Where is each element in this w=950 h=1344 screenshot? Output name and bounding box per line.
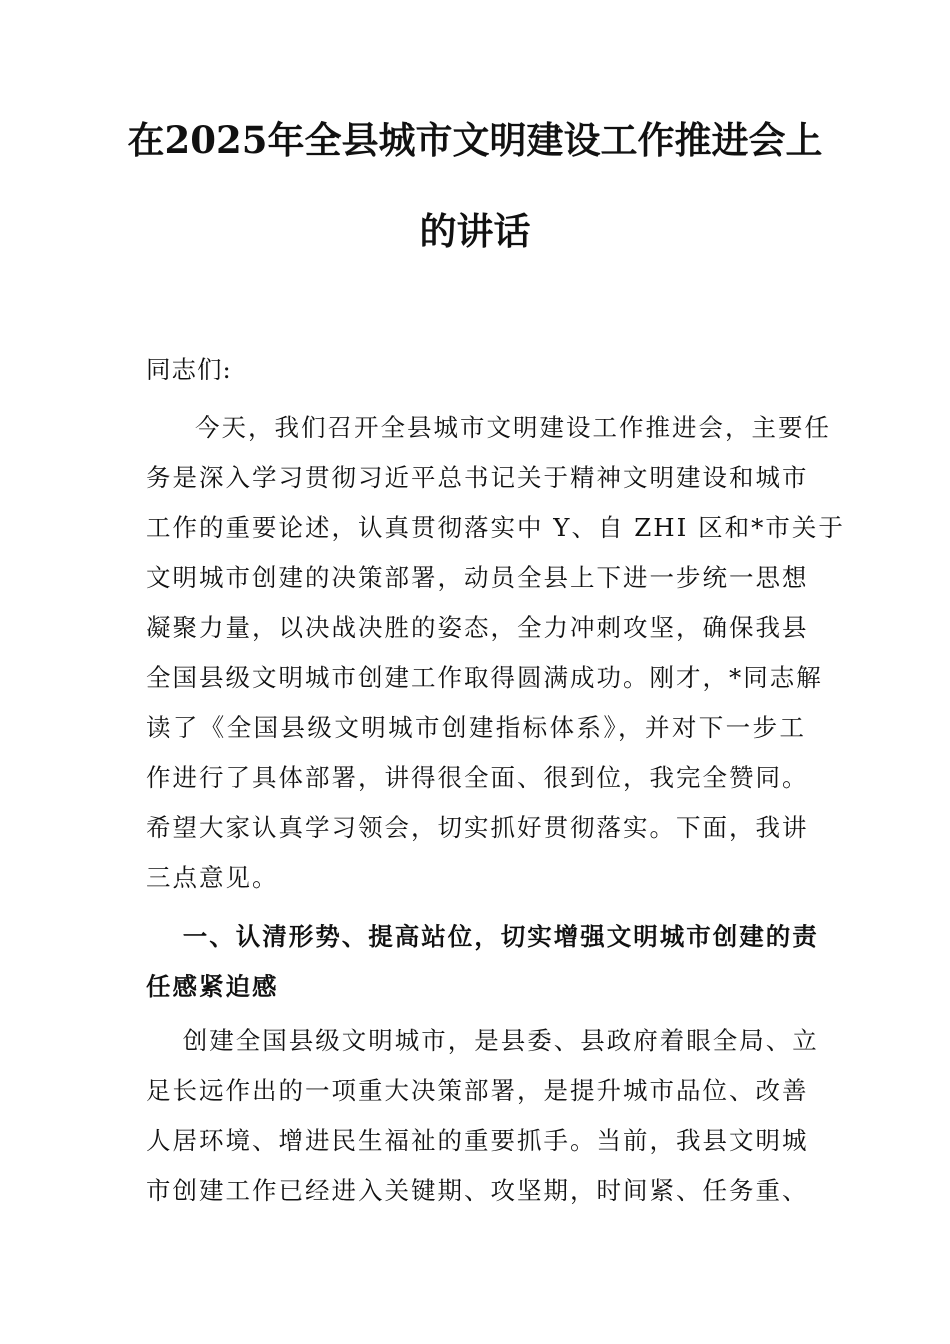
paragraph-line: 人居环境、增进民生福祉的重要抓手。当前，我县文明城 bbox=[146, 1126, 809, 1155]
document-title-line-1: 在2025年全县城市文明建设工作推进会上 bbox=[127, 118, 823, 162]
paragraph-line: 全国县级文明城市创建工作取得圆满成功。刚才，*同志解 bbox=[146, 663, 823, 692]
paragraph-line: 作进行了具体部署，讲得很全面、很到位，我完全赞同。 bbox=[146, 763, 809, 792]
paragraph-line: 凝聚力量，以决战决胜的姿态，全力冲刺攻坚，确保我县 bbox=[146, 613, 809, 642]
paragraph-line: 读了《全国县级文明城市创建指标体系》，并对下一步工 bbox=[146, 713, 806, 742]
paragraph-line: 创建全国县级文明城市，是县委、县政府着眼全局、立 bbox=[182, 1026, 819, 1055]
paragraph-line: 希望大家认真学习领会，切实抓好贯彻落实。下面，我讲 bbox=[146, 813, 809, 842]
heading-line: 一、认清形势、提高站位，切实增强文明城市创建的责 bbox=[182, 922, 819, 951]
paragraph-line: 今天，我们召开全县城市文明建设工作推进会，主要任 bbox=[195, 413, 831, 442]
paragraph-line: 工作的重要论述，认真贯彻落实中 Y、自 ZHI 区和*市关于 bbox=[146, 513, 845, 542]
paragraph-line: 三点意见。 bbox=[146, 863, 279, 892]
paragraph-line: 务是深入学习贯彻习近平总书记关于精神文明建设和城市 bbox=[146, 463, 809, 492]
paragraph-line: 文明城市创建的决策部署，动员全县上下进一步统一思想 bbox=[146, 563, 809, 592]
paragraph-line: 足长远作出的一项重大决策部署，是提升城市品位、改善 bbox=[146, 1076, 809, 1105]
paragraph-section-1 bbox=[146, 1016, 819, 1216]
document-title-line-2: 的讲话 bbox=[419, 209, 531, 253]
section-heading-1 bbox=[146, 912, 819, 1012]
paragraph-line: 市创建工作已经进入关键期、攻坚期，时间紧、任务重、 bbox=[146, 1176, 809, 1205]
heading-line: 任感紧迫感 bbox=[146, 972, 279, 1001]
greeting: 同志们: bbox=[146, 355, 232, 384]
paragraph-intro bbox=[146, 403, 845, 903]
